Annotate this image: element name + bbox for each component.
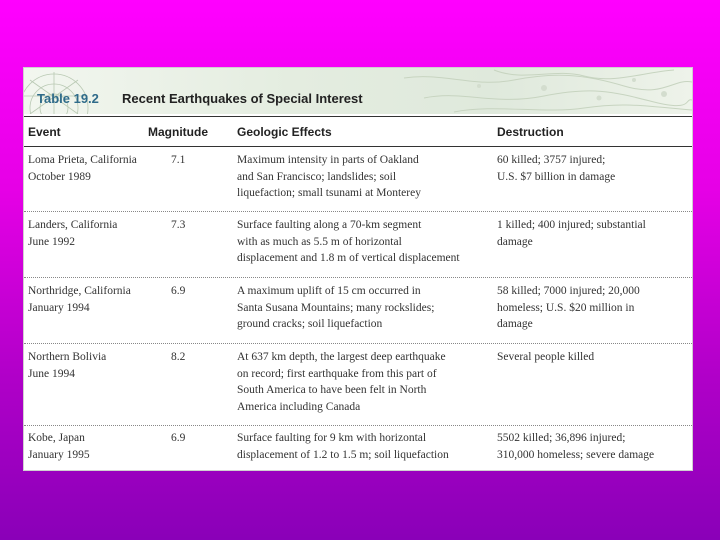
row-separator: [24, 343, 692, 344]
slide-card: [24, 68, 692, 470]
magnitude-cell: 7.3: [171, 219, 186, 231]
effects-cell: Surface faulting along a 70-km segment with as much as 5.5 m of horizontal displacement and 1.8 m of vertical displacement: [237, 219, 460, 264]
event-cell: Loma Prieta, California October 1989: [28, 154, 137, 183]
row-separator: [24, 277, 692, 278]
destruction-cell: 5502 killed; 36,896 injured; 310,000 homeless; severe damage: [497, 432, 655, 461]
effects-cell: Maximum intensity in parts of Oakland and San Francisco; landslides; soil liquefaction; small tsunami at Monterey: [237, 154, 421, 199]
header-event: Event: [28, 125, 61, 139]
magnitude-cell: 6.9: [171, 285, 186, 297]
header-destruction: Destruction: [497, 125, 564, 139]
magnitude-cell: 7.1: [171, 154, 186, 166]
row-separator: [24, 425, 692, 426]
effects-cell: A maximum uplift of 15 cm occurred in Santa Susana Mountains; many rockslides; ground cracks; soil liquefaction: [237, 285, 435, 330]
destruction-cell: 1 killed; 400 injured; substantial damage: [497, 219, 646, 248]
destruction-cell: 58 killed; 7000 injured; 20,000 homeless; U.S. $20 million in damage: [497, 285, 640, 330]
header-geologic-effects: Geologic Effects: [237, 125, 332, 139]
magnitude-cell: 8.2: [171, 351, 186, 363]
header-top-rule: [24, 116, 692, 117]
destruction-cell: 60 killed; 3757 injured; U.S. $7 billion in damage: [497, 154, 616, 183]
header-bottom-rule: [24, 146, 692, 147]
event-cell: Kobe, Japan January 1995: [28, 432, 90, 461]
table-number: Table 19.2: [37, 91, 99, 106]
table-title: Recent Earthquakes of Special Interest: [122, 91, 363, 106]
destruction-cell: Several people killed: [497, 351, 595, 363]
event-cell: Northridge, California January 1994: [28, 285, 131, 314]
header-magnitude: Magnitude: [148, 125, 208, 139]
event-cell: Landers, California June 1992: [28, 219, 118, 248]
row-separator: [24, 211, 692, 212]
effects-cell: At 637 km depth, the largest deep earthquake on record; first earthquake from this part of South America to have been felt in North America including Canada: [237, 351, 446, 413]
effects-cell: Surface faulting for 9 km with horizontal displacement of 1.2 to 1.5 m; soil liquefaction: [237, 432, 449, 461]
table-banner: [24, 68, 692, 114]
event-cell: Northern Bolivia June 1994: [28, 351, 107, 380]
magnitude-cell: 6.9: [171, 432, 186, 444]
